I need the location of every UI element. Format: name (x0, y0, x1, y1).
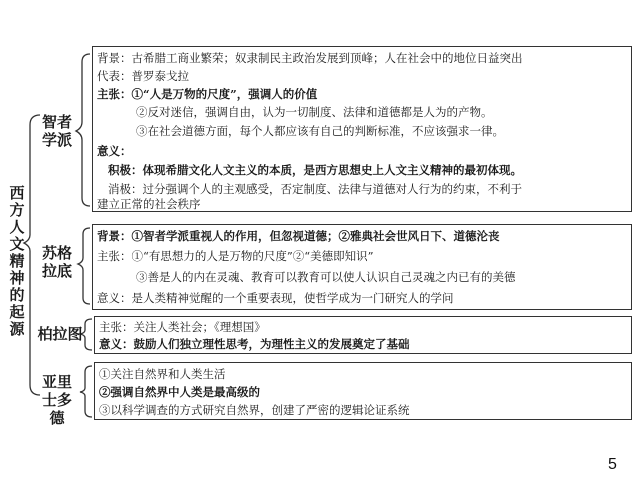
page-number: 5 (608, 456, 617, 473)
socrates-significance: 意义：是人类精神觉醒的一个重要表现，使哲学成为一门研究人的学问 (97, 291, 454, 305)
branch-label-socrates: 苏格 拉底 (41, 244, 72, 280)
plato-significance: 意义：鼓励人们独立理性思考，为理性主义的发展奠定了基础 (99, 337, 410, 351)
aristotle-brace (80, 366, 92, 417)
sophists-positive: 积极：体现希腊文化人文主义的本质，是西方思想史上人文主义精神的最初体现。 (108, 163, 522, 177)
socrates-claim-3: ③善是人的内在灵魂、教育可以教育可以使人认识自己灵魂之内已有的美德 (136, 270, 516, 284)
sophists-representative: 代表：普罗泰戈拉 (97, 69, 189, 83)
sophists-negative: 消极：过分强调个人的主观感受，否定制度、法律与道德对人行为的约束，不利于 (108, 182, 522, 196)
socrates-brace (78, 228, 90, 304)
title-text: 西 方 人 文 精 神 的 起 源 (9, 184, 25, 338)
socrates-background: 背景：①智者学派重视人的作用，但忽视道德；②雅典社会世风日下、道德沦丧 (97, 229, 500, 243)
sophists-brace (76, 54, 90, 206)
sophists-significance-label: 意义： (97, 144, 132, 158)
sophists-negative-cont: 建立正常的社会秩序 (97, 197, 201, 211)
plato-claims: 主张：关注人类社会；《理想国》 (99, 320, 266, 334)
aristotle-point-2: ②强调自然界中人类是最高级的 (99, 385, 260, 399)
diagram-title (7, 185, 27, 338)
sophists-claim-2: ②反对迷信，强调自由，认为一切制度、法律和道德都是人为的产物。 (136, 105, 493, 119)
aristotle-box (94, 362, 632, 420)
branch-label-sophists: 智者 学派 (41, 113, 72, 149)
sophists-background: 背景：古希腊工商业繁荣；奴隶制民主政治发展到顶峰；人在社会中的地位日益突出 (97, 51, 523, 65)
socrates-claims: 主张：①“有思想力的人是万物的尺度”②“美德即知识” (97, 249, 374, 263)
branch-label-aristotle: 亚里 士多 德 (41, 373, 72, 427)
socrates-box (92, 224, 632, 310)
sophists-claim-1: 主张：①“人是万物的尺度”，强调人的价值 (97, 87, 318, 101)
plato-box (94, 316, 632, 354)
sophists-claim-3: ③在社会道德方面，每个人都应该有自己的判断标准，不应该强求一律。 (136, 124, 504, 138)
aristotle-point-1: ①关注自然界和人类生活 (99, 367, 226, 381)
aristotle-point-3: ③以科学调查的方式研究自然界，创建了严密的逻辑论证系统 (99, 403, 410, 417)
branch-label-plato: 柏拉图 (37, 325, 83, 343)
sophists-box (92, 46, 632, 212)
